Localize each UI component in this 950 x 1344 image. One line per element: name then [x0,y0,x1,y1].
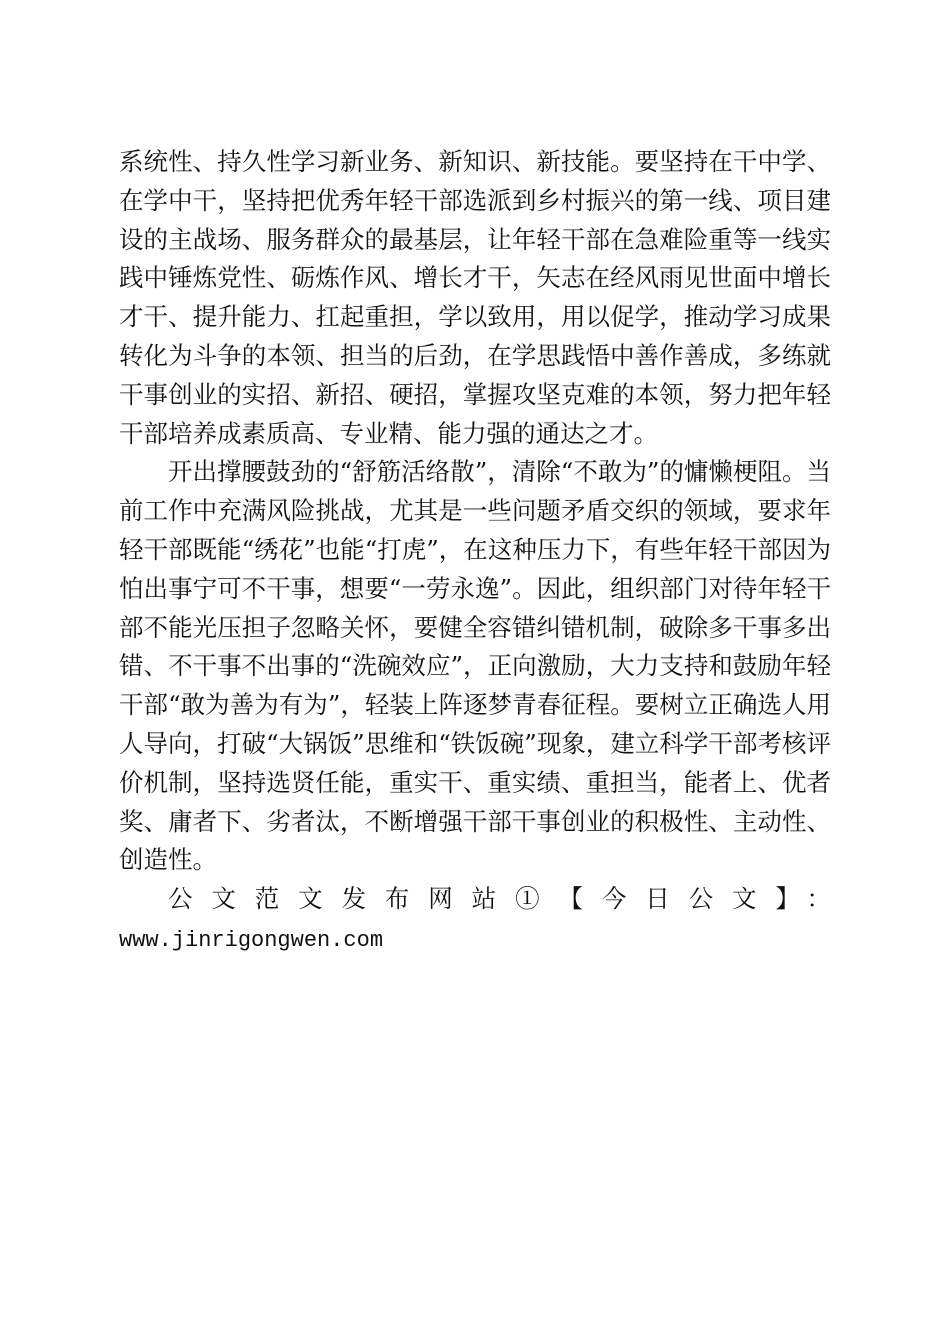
paragraph-2: 开出撑腰鼓劲的“舒筋活络散”，清除“不敢为”的慵懒梗阻。当前工作中充满风险挑战，尤其是一些问题矛盾交织的领域，要求年轻干部既能“绣花”也能“打虎”，在这种压力下，有些年轻干部因为怕出事宁可不干事，想要“一劳永逸”。因此，组织部门对待年轻干部不能光压担子忽略关怀，要健全容错纠错机制，破除多干事多出错、不干事不出事的“洗碗效应”，正向激励，大力支持和鼓励年轻干部“敢为善为有为”，轻装上阵逐梦青春征程。要树立正确选人用人导向，打破“大锅饭”思维和“铁饭碗”现象，建立科学干部考核评价机制，坚持选贤任能，重实干、重实绩、重担当，能者上、优者奖、庸者下、劣者汰，不断增强干部干事创业的积极性、主动性、创造性。 [119,457,831,875]
footer-url-line [119,919,831,961]
footer-site-line: 公文范文发布网站①【今日公文】： [168,884,831,914]
paragraph-1: 系统性、持久性学习新业务、新知识、新技能。要坚持在干中学、在学中干，坚持把优秀年轻干部选派到乡村振兴的第一线、项目建设的主战场、服务群众的最基层，让年轻干部在急难险重等一线实践中锤炼党性、砺炼作风、增长才干，矢志在经风雨见世面中增长才干、提升能力、扛起重担，学以致用，用以促学，推动学习成果转化为斗争的本领、担当的后劲，在学思践悟中善作善成，多练就干事创业的实招、新招、硬招，掌握攻坚克难的本领，努力把年轻干部培养成素质高、专业精、能力强的通达之才。 [119,147,831,448]
footer-url: www.jinrigongwen.com [119,927,384,953]
document-body [119,143,831,961]
